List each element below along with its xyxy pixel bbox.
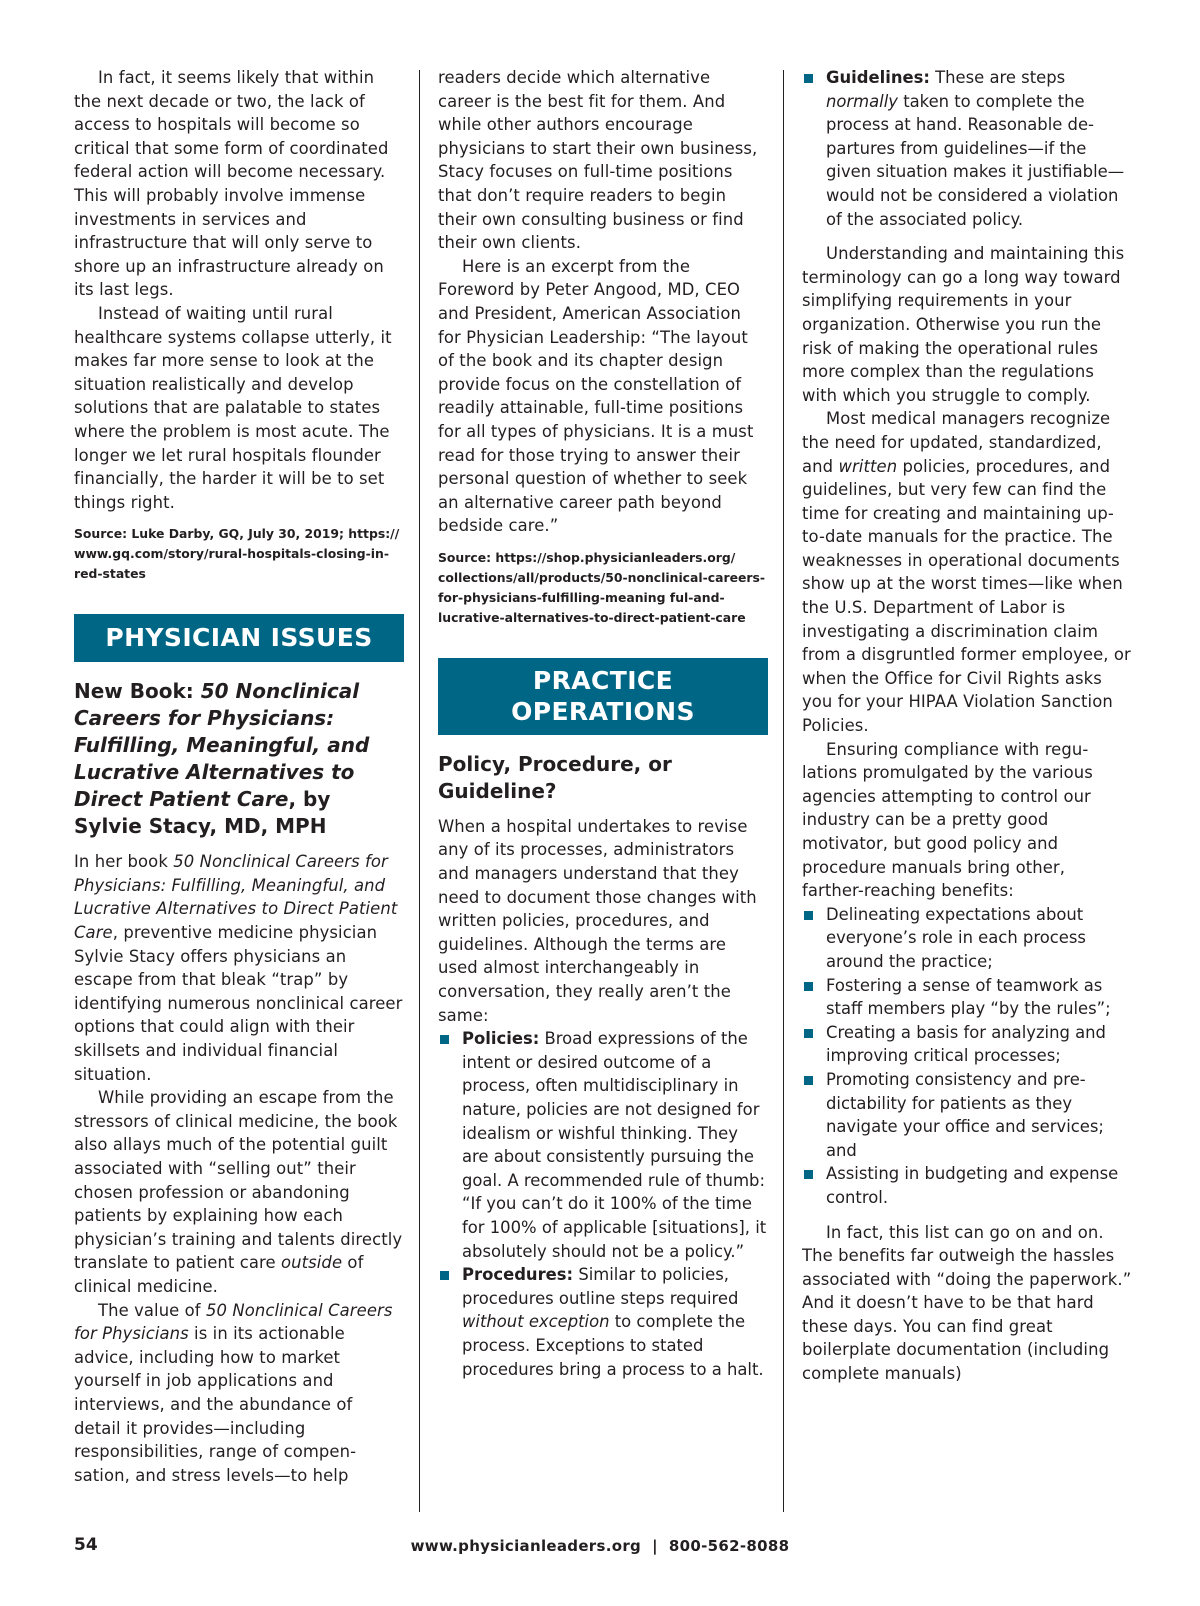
text-run: The value of [98, 1300, 206, 1320]
list-item [438, 1263, 768, 1381]
list-item: Promoting consistency and predictability for patients as they navigate your office and services; and [802, 1068, 1132, 1162]
term-label: Procedures: [462, 1265, 574, 1285]
list-item: Fostering a sense of teamwork as staff members play “by the rules”; [802, 974, 1132, 1021]
headline-text: New Book: [74, 679, 201, 704]
text-run: Most medical managers recognize the need for updated, standardized, and [802, 409, 1111, 476]
text-run: , preventive medicine physician Sylvie Stacy offers physicians an escape from that bleak “trap” by identifying numerous nonclinical career options that could align with their skillsets and individual financial situation. [74, 923, 403, 1084]
text-run: policies, procedures, and guidelines, but very few can find the time for creating and maintaining up-to-date manuals for the practice. The weaknesses in operational documents show up at the worst times—like when the U.S. Department of Labor is investigating a discrimination claim from a disgruntled former employee, or when the Office for Civil Rights asks you for your HIPAA Violation Sanction Policies. [802, 456, 1131, 736]
body-paragraph [802, 407, 1132, 737]
body-paragraph [74, 1086, 404, 1298]
body-paragraph: Understanding and maintaining this terminology can go a long way toward simplifying requirements in your organization. Otherwise you run the risk of making the operational rules more complex than the regulations with which you struggle to comply. [802, 244, 1125, 405]
headline-author: , by Sylvie Stacy, MD, MPH [74, 787, 331, 839]
body-paragraph [74, 1299, 404, 1488]
definition-list [802, 66, 1132, 231]
column-2 [438, 66, 768, 1381]
emphasis: normally [826, 91, 898, 111]
list-item: Creating a basis for analyzing and improving critical processes; [802, 1021, 1132, 1068]
body-paragraph: Instead of waiting until rural healthcare systems collapse utterly, it makes far more sense to look at the situation realistically and develop solutions that are palatable to states where the problem is most acute. The longer we let rural hospitals flounder financially, the harder it will be to set things right. [74, 303, 392, 512]
text-run: While providing an escape from the stressors of clinical medicine, the book also allays much of the potential guilt associated with “selling out” their chosen profession or abandoning patients by explaining how each physician’s training and talents directly translate to patient care [74, 1088, 403, 1273]
text-run: is in its actionable advice, including how to market yourself in job applications and interviews, and the abundance of detail it provides—including responsibilities, range of compensation, and stress levels—to help [74, 1324, 356, 1485]
page-number: 54 [74, 1535, 98, 1555]
term-definition: Similar to policies, procedures outline steps required [462, 1265, 739, 1308]
emphasis: without exception [462, 1312, 610, 1332]
body-paragraph: readers decide which alternative career is the best fit for them. And while other authors encourage physicians to start their own business, Stacy focuses on full-time positions that don’t require readers to begin their own consulting business or find their own clients. [438, 68, 758, 253]
column-1 [74, 66, 404, 1487]
book-title: 50 Nonclinical Careers for Physicians: Fulfilling, Meaningful, and Lucrative Alternatives to Direct Patient Care [74, 852, 398, 943]
body-paragraph: In fact, this list can go on and on. The benefits far outweigh the hassles associated with “doing the paperwork.” And it doesn’t have to be that hard these days. You can find great boilerplate documentation (including complete manuals) [802, 1222, 1132, 1384]
term-definition: These are steps [929, 68, 1066, 87]
column-3 [802, 66, 1132, 1386]
article-headline: Policy, Procedure, or Guideline? [438, 751, 672, 803]
body-paragraph: Here is an excerpt from the Foreword by Peter Angood, MD, CEO and President, American Association for Physician Leadership: “The layout of the book and its chapter design provide focus on the constellation of readily attainable, full-time positions for all types of physicians. It is a must read for those trying to answer their personal question of whether to seek an alternative career path beyond bedside care.” [438, 256, 754, 536]
benefits-list [802, 903, 1132, 1210]
list-item: Assisting in budgeting and expense control. [802, 1162, 1132, 1209]
article-headline [74, 678, 404, 840]
source-citation: Source: https://shop.physicianleaders.org/ collections/all/products/50-nonclinical-careers-for-physicians-fulfilling-meaning ful-and-lucrative-alternatives-to-direct-patient-care [438, 549, 766, 625]
text-run: In her book [74, 852, 174, 872]
book-title: 50 Nonclinical Careers for Physicians: Fulfilling, Meaningful, and Lucrative Alternatives to Direct Patient Care [74, 679, 370, 812]
term-label: Guidelines: [826, 68, 930, 87]
text-run: of clinical medicine. [74, 1253, 364, 1296]
column-divider [783, 70, 784, 1512]
body-paragraph: In fact, it seems likely that within the next decade or two, the lack of access to hospitals will become so critical that some form of coordinated federal action will become necessary. This will probably involve immense investments in services and infrastructure that will only serve to shore up an infrastructure already on its last legs. [74, 68, 389, 300]
body-paragraph: Ensuring compliance with regulations promulgated by the various agencies attempting to control our industry can be a pretty good motivator, but good policy and procedure manuals bring other, farther-reaching benefits: [802, 739, 1093, 901]
footer-contact: www.physicianleaders.org | 800-562-8088 [410, 1537, 790, 1555]
column-divider [419, 70, 420, 1512]
term-label: Policies: [462, 1029, 540, 1049]
definition-list [438, 1027, 768, 1381]
section-banner-label: OPERATIONS [511, 696, 695, 726]
term-definition: to complete the process. Exceptions to stated procedures bring a process to a halt. [462, 1312, 764, 1379]
section-banner-label: PRACTICE [532, 665, 674, 695]
book-title: 50 Nonclinical Careers for Physicians [74, 1300, 393, 1344]
section-banner-physician-issues [74, 614, 404, 662]
section-banner-practice-operations [438, 658, 768, 735]
source-citation: Source: Luke Darby, GQ, July 30, 2019; https:// www.gq.com/story/rural-hospitals-closing-in-red-states [74, 526, 400, 582]
list-item [802, 66, 1132, 231]
emphasis: written [838, 456, 898, 476]
term-definition: Broad expressions of the intent or desired outcome of a process, often multidisciplinary in nature, policies are not designed for idealism or wishful thinking. They are about consistently pursuing the goal. A recommended rule of thumb: “If you can’t do it 100% of the time for 100% of applicable [situations], it absolutely should not be a policy.” [462, 1029, 767, 1261]
body-paragraph [74, 850, 404, 1086]
term-definition: taken to complete the process at hand. Reasonable departures from guidelines—if the given situation makes it justifiable—would not be considered a violation of the associated policy. [826, 91, 1125, 229]
list-item: Delineating expectations about everyone’s role in each process around the practice; [802, 903, 1132, 974]
emphasis: outside [281, 1253, 343, 1273]
section-banner-label: PHYSICIAN ISSUES [105, 623, 373, 653]
body-paragraph: When a hospital undertakes to revise any of its processes, administrators and managers understand that they need to document those changes with written policies, procedures, and guidelines. Although the terms are used almost interchangeably in conversation, they really aren’t the same: [438, 816, 757, 1025]
list-item [438, 1027, 768, 1263]
